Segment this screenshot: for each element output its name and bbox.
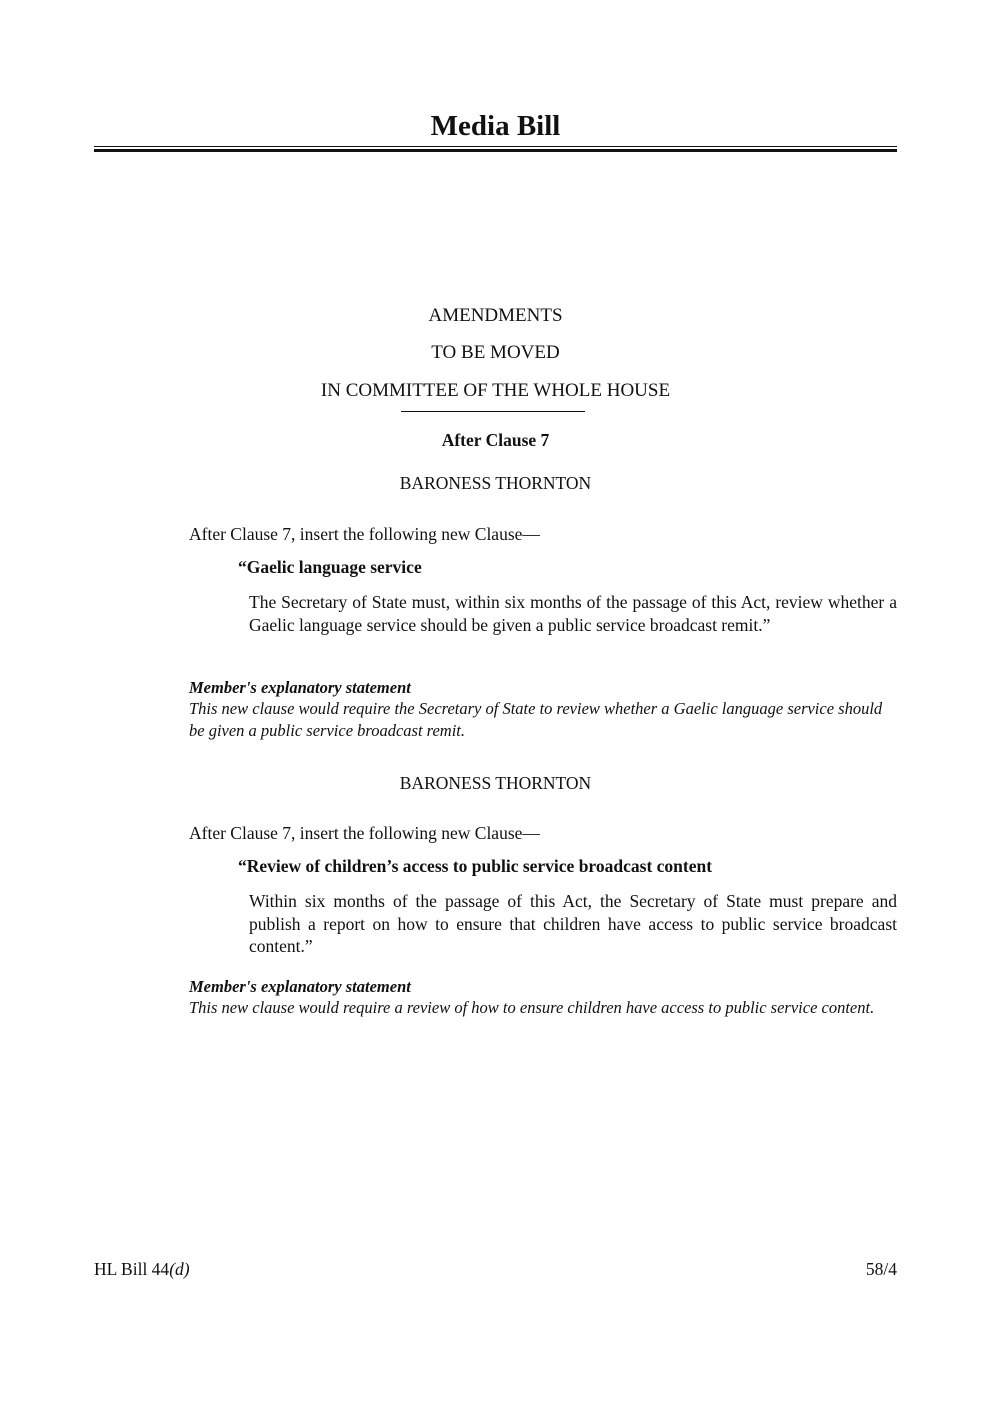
section-heading: After Clause 7 xyxy=(441,430,550,450)
amendment-2-statement-title: Member's explanatory statement xyxy=(189,977,411,996)
amendment-2-clause-text: Within six months of the passage of this Act, the Secretary of State must prepare and publish a report on how to ensure that children have access to public service broadcast content.” xyxy=(249,891,897,956)
header-divider xyxy=(401,411,585,412)
footer-page-ref: 58/4 xyxy=(865,1259,897,1279)
amendment-1-clause-text: The Secretary of State must, within six months of the passage of this Act, review whether a Gaelic language service should be given a public service broadcast remit.” xyxy=(249,592,897,635)
amendment-1-member: BARONESS THORNTON xyxy=(399,473,592,493)
amendment-1-clause-heading: “Gaelic language service xyxy=(238,557,422,577)
header-line-amendments: AMENDMENTS xyxy=(428,305,563,326)
amendment-1-instruction: After Clause 7, insert the following new Clause— xyxy=(189,524,540,544)
amendment-1-statement-title: Member's explanatory statement xyxy=(189,678,411,697)
amendment-2-instruction: After Clause 7, insert the following new Clause— xyxy=(189,823,540,843)
title-rule-thin xyxy=(94,146,897,147)
amendment-1-statement-text: This new clause would require the Secretary of State to review whether a Gaelic language service should be given a public service broadcast remit. xyxy=(189,699,883,740)
header-line-to-be-moved: TO BE MOVED xyxy=(431,342,560,363)
footer-bill-ref-suffix: (d) xyxy=(169,1259,190,1279)
amendment-2-statement-text: This new clause would require a review of how to ensure children have access to public service content. xyxy=(189,998,875,1017)
document-title: Media Bill xyxy=(430,110,561,142)
footer-bill-ref xyxy=(94,1258,190,1280)
footer-bill-ref-prefix: HL Bill 44 xyxy=(94,1259,170,1279)
amendment-2-member: BARONESS THORNTON xyxy=(399,773,592,793)
title-rule-thick xyxy=(94,149,897,152)
amendment-2-clause-heading: “Review of children’s access to public service broadcast content xyxy=(238,856,713,876)
header-line-committee: IN COMMITTEE OF THE WHOLE HOUSE xyxy=(320,380,671,401)
